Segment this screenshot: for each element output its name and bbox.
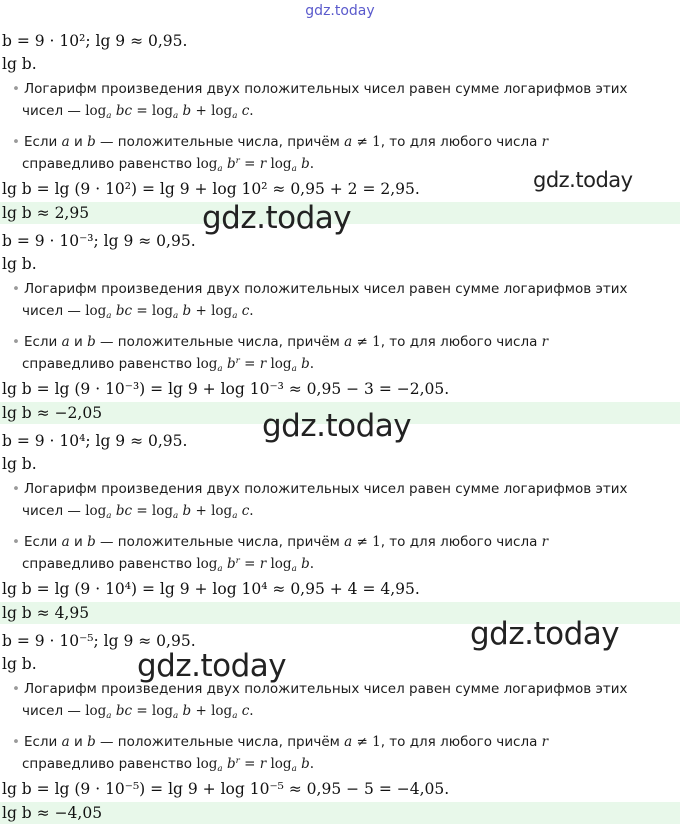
find-line: lg b. bbox=[2, 455, 37, 473]
watermark-3: gdz.today bbox=[262, 408, 412, 444]
watermark-5: gdz.today bbox=[137, 648, 287, 684]
given-line: b = 9 · 10⁻³; lg 9 ≈ 0,95. bbox=[2, 232, 196, 250]
bullet-icon: • bbox=[12, 734, 20, 750]
solution-line: lg b = lg (9 · 10⁻⁵) = lg 9 + log 10⁻⁵ ≈ 0,95 − 5 = −4,05. bbox=[2, 780, 450, 798]
rule-power: • Если a и b — положительные числа, причём a ≠ 1, то для любого числа r справедливо равенство $\log_a b^r = r$ $\log_a b$. bbox=[12, 734, 549, 775]
find-line: lg b. bbox=[2, 655, 37, 673]
rule-power: • Если a и b — положительные числа, причём a ≠ 1, то для любого числа r справедливо равенство $\log_a b^r = r$ $\log_a b$. bbox=[12, 334, 549, 375]
answer-line: lg b ≈ −4,05 bbox=[0, 802, 680, 824]
find-line: lg b. bbox=[2, 255, 37, 273]
solution-line: lg b = lg (9 · 10⁴) = lg 9 + log 10⁴ ≈ 0,95 + 4 = 4,95. bbox=[2, 580, 420, 598]
rule-product: • Логарифм произведения двух положительных чисел равен сумме логарифмов этих чисел — $\log_a$ bc = $\log_a b + \log_a c$. bbox=[12, 281, 628, 322]
answer-line: lg b ≈ −2,05 bbox=[0, 402, 680, 424]
rule-power: • Если a и b — положительные числа, причём a ≠ 1, то для любого числа r справедливо равенство $\log_a b^r = r$ $\log_a b$. bbox=[12, 534, 549, 575]
rule-power: • Если a и b — положительные числа, причём a ≠ 1, то для любого числа r справедливо равенство $\log_a b^r = r$ $\log_a b$. bbox=[12, 134, 549, 175]
bullet-icon: • bbox=[12, 81, 20, 97]
watermark-1: gdz.today bbox=[533, 168, 633, 192]
find-line: lg b. bbox=[2, 55, 37, 73]
answer-line: lg b ≈ 4,95 bbox=[0, 602, 680, 624]
rule-product: • Логарифм произведения двух положительных чисел равен сумме логарифмов этих чисел — $\log_a$ bc = $\log_a b + \log_a c$. bbox=[12, 81, 628, 122]
bullet-icon: • bbox=[12, 134, 20, 150]
bullet-icon: • bbox=[12, 681, 20, 697]
given-line: b = 9 · 10⁴; lg 9 ≈ 0,95. bbox=[2, 432, 188, 450]
rule-product: • Логарифм произведения двух положительных чисел равен сумме логарифмов этих чисел — $\log_a$ bc = $\log_a b + \log_a c$. bbox=[12, 481, 628, 522]
bullet-icon: • bbox=[12, 534, 20, 550]
bullet-icon: • bbox=[12, 334, 20, 350]
watermark-2: gdz.today bbox=[202, 200, 352, 236]
answer-line: lg b ≈ 2,95 bbox=[0, 202, 680, 224]
rule-product: • Логарифм произведения двух положительных чисел равен сумме логарифмов этих чисел — $\log_a$ bc = $\log_a b + \log_a c$. bbox=[12, 681, 628, 722]
bullet-icon: • bbox=[12, 281, 20, 297]
given-line: b = 9 · 10²; lg 9 ≈ 0,95. bbox=[2, 32, 188, 50]
watermark-4: gdz.today bbox=[470, 616, 620, 652]
header-watermark: gdz.today bbox=[305, 3, 375, 19]
bullet-icon: • bbox=[12, 481, 20, 497]
solution-line: lg b = lg (9 · 10²) = lg 9 + log 10² ≈ 0,95 + 2 = 2,95. bbox=[2, 180, 420, 198]
given-line: b = 9 · 10⁻⁵; lg 9 ≈ 0,95. bbox=[2, 632, 196, 650]
solution-line: lg b = lg (9 · 10⁻³) = lg 9 + log 10⁻³ ≈ 0,95 − 3 = −2,05. bbox=[2, 380, 450, 398]
